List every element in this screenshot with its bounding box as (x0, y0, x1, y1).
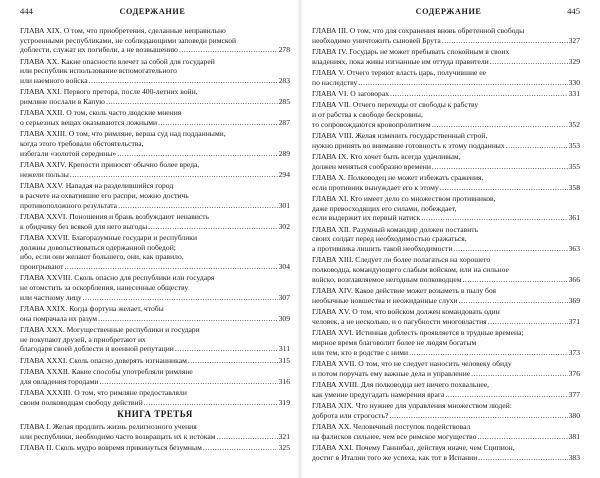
toc-entry-text: ГЛАВА XXIX. Когда фортуна желает, чтобы (20, 303, 164, 313)
leader-dots (144, 398, 278, 408)
toc-entry-text: ГЛАВА XXVI. Поношения и брань возбуждают ненависть (20, 211, 210, 221)
toc-entry (312, 359, 580, 378)
toc-entry-text: избегали «золотой середины» (20, 148, 117, 158)
toc-entry-text: ГЛАВА I. Желая продлить жизнь религиозного учения (20, 422, 197, 432)
toc-entry-text: и от рабства к свободе бескровны, (312, 110, 423, 119)
leader-dots (409, 348, 568, 358)
toc-entry-text: или тем, кто в родстве с ними (312, 347, 409, 357)
leader-dots (203, 443, 278, 453)
toc-entry (20, 304, 290, 323)
toc-entry-text: достиг в Италии того же успеха, как тот в Испании (312, 452, 478, 462)
toc-entry-text: ГЛАВА XXX. Могущественные республики и государи (20, 324, 200, 334)
toc-entry (20, 388, 290, 407)
toc-entry (312, 255, 580, 284)
toc-entry-text: нежели пользы (20, 169, 69, 179)
toc-entry-page-number: 361 (568, 213, 580, 223)
toc-entry (312, 173, 580, 192)
leader-dots (117, 149, 277, 159)
toc-entry-text: ГЛАВА IV. Государь не может пребывать спокойным в своих (312, 47, 510, 56)
leader-dots (490, 57, 568, 67)
toc-entry-text: на фалисков сильнее, чем все римское могущество (312, 431, 477, 441)
toc-entry-text: ГЛАВА IX. Кто хочет быть всегда удачливым, (312, 152, 461, 161)
toc-entry-text: доброта или строгость? (312, 410, 389, 420)
toc-entry-page-number: 302 (278, 221, 290, 231)
toc-entry-text: если противник вынуждает его к этому (312, 182, 439, 192)
toc-entry-text: или республик использование вспомогательного (20, 66, 177, 76)
toc-entry-page-number: 369 (568, 295, 580, 305)
leader-dots (89, 76, 278, 86)
right-running-head (312, 6, 580, 20)
toc-entry-page-number: 301 (278, 200, 290, 210)
toc-entry-page-number: 380 (568, 410, 580, 420)
toc-entry-text: ГЛАВА XIX. О том, что приобретения, сделанные неправильно (20, 26, 226, 35)
toc-entry (312, 422, 580, 441)
toc-entry (20, 26, 290, 55)
toc-entry-text: ГЛАВА XI. Кто имеет дело со множеством противников, (312, 194, 496, 203)
toc-entry-page-number: 319 (278, 397, 290, 407)
toc-entry-page-number: 289 (278, 148, 290, 158)
leader-dots (477, 432, 567, 442)
leader-dots (188, 356, 278, 366)
toc-entry-text: ГЛАВА XXXI. Сколь опасно доверять изгнанникам (20, 355, 187, 365)
toc-entry-text: необычные новшества и неожиданные слухи (312, 295, 458, 305)
left-page-number: 444 (20, 6, 33, 16)
toc-entry (312, 131, 580, 150)
toc-entry-page-number: 316 (278, 376, 290, 386)
toc-entry (312, 194, 580, 223)
toc-entry-text: ГЛАВА VII. Отчего переходы от свободы к рабству (312, 100, 479, 110)
toc-entry-text: своих солдат перед необходимостью сражаться, (312, 234, 467, 244)
toc-entry-text: или республики, необходимо часто возвращать их к истокам (20, 432, 216, 442)
toc-entry-text: ГЛАВА XII. Разумный командир должен поставить (312, 224, 479, 234)
toc-entry-text: римляне послали в Капую (20, 97, 105, 107)
toc-entry-page-number: 353 (568, 140, 580, 150)
toc-entry-text: владениях, пока живы изгнанные им оттуда правители (312, 56, 489, 66)
leader-dots (445, 390, 567, 400)
leader-dots (64, 262, 277, 272)
leader-dots (432, 120, 568, 130)
leader-dots (463, 275, 568, 285)
leader-dots (471, 369, 567, 379)
toc-entry (312, 286, 580, 305)
toc-entry-page-number: 330 (568, 77, 580, 87)
toc-entry (20, 212, 290, 231)
toc-entry-page-number: 363 (568, 244, 580, 254)
toc-entry-text: как умение предугадать намерения врага (312, 389, 445, 399)
toc-entry-text: ГЛАВА XXIII. О том, что римляне, вершa суд над подданными, (20, 129, 226, 139)
toc-entry-page-number: 311 (278, 344, 290, 354)
toc-entry-text: ГЛАВА XIII. Следует ли более полагаться на хорошего (312, 255, 491, 265)
left-running-head (20, 6, 290, 20)
toc-entry-page-number: 383 (568, 452, 580, 462)
book-three-heading: КНИГА ТРЕТЬЯ (117, 409, 193, 420)
toc-entry-page-number: 304 (278, 261, 290, 271)
toc-entry-text: проигрывают (20, 261, 64, 271)
toc-entry (312, 401, 580, 420)
toc-entry-text: то сопровождаются кровопролитием (312, 119, 431, 129)
toc-entry-text: устроенными республиками, не соблюдающими заповеди римской (20, 35, 237, 45)
toc-entry (312, 89, 580, 99)
toc-entry-text: не отомстить за оскорбления, нанесенные обществу (20, 282, 189, 292)
toc-entry (20, 422, 290, 441)
toc-entry-text: ГЛАВА XX. Человечный поступок подействовал (312, 421, 471, 431)
leader-dots (175, 344, 278, 354)
toc-entry (20, 325, 290, 354)
toc-entry-page-number: 377 (568, 389, 580, 399)
toc-entry-text: ГЛАВА XXVIII. Сколь опасно для республики или государя (20, 273, 215, 283)
left-toc-list (20, 26, 290, 407)
toc-entry-text: ГЛАВА XXI. Первого претора, после 400-летних войн, (20, 87, 198, 97)
toc-entry-text: для овладения городами (20, 376, 99, 386)
toc-entry-text: ГЛАВА VIII. Желая изменить государственный строй, (312, 131, 488, 140)
leader-dots (118, 201, 278, 211)
right-header-title: СОДЕРЖАНИЕ (415, 7, 482, 16)
toc-entry-text: полководца, командующего слабым войском, или на сильное (312, 265, 509, 275)
toc-entry-text: должны довольствоваться одержанной победой; (20, 242, 176, 252)
toc-entry (312, 307, 580, 326)
toc-entry-text: ГЛАВА V. Отчего теряют власть царь, получившие ее (312, 68, 487, 77)
toc-entry (312, 26, 580, 45)
toc-entry-page-number: 307 (278, 292, 290, 302)
leader-dots (70, 170, 278, 180)
leader-dots (440, 183, 568, 193)
toc-entry (20, 160, 290, 179)
toc-entry-text: в расчете на охватившие его распри, можно достичь (20, 190, 189, 200)
toc-entry-page-number: 283 (278, 76, 290, 86)
toc-entry (20, 57, 290, 86)
toc-entry-page-number: 331 (568, 89, 580, 98)
toc-entry-text: должен меняться сообразно времени (312, 161, 431, 171)
toc-entry-text: и потом поручать ему важные дела и управление (312, 368, 471, 378)
toc-entry (312, 152, 580, 171)
leader-dots (179, 45, 278, 55)
leader-dots (98, 314, 278, 324)
toc-entry-text: благодаря своей доблести и военной репутации (20, 344, 174, 354)
toc-entry-text: необходимо уничтожить сыновей Брута (312, 35, 441, 45)
leader-dots (390, 89, 568, 99)
leader-dots (358, 78, 567, 88)
toc-entry (20, 87, 290, 106)
toc-entry (312, 225, 580, 254)
toc-entry-text: ибо, если они желают большего, они, как правило, (20, 252, 184, 262)
toc-entry-page-number: 329 (568, 56, 580, 66)
toc-entry-text: ГЛАВА VI. О заговорах (312, 89, 390, 98)
toc-entry-page-number: 355 (568, 161, 580, 171)
toc-entry (20, 181, 290, 210)
toc-entry-text: ГЛАВА II. Сколь мудро вовремя прикинуться безумным (20, 443, 202, 453)
toc-entry-text: не покупают друзей, а приобретают их (20, 334, 146, 344)
right-page-number: 445 (567, 6, 580, 16)
toc-entry-text: если выдержит их первый натиск (312, 213, 421, 223)
toc-entry-text: ГЛАВА XXV. Нападая на разделившийся город (20, 181, 174, 191)
toc-entry-page-number: 327 (568, 35, 580, 45)
toc-entry-text: ГЛАВА XVI. Истинная доблесть проявляется в трудные времена; (312, 328, 524, 338)
leader-dots (478, 453, 567, 463)
toc-entry (312, 68, 580, 87)
leader-dots (389, 411, 567, 421)
toc-entry-text: ГЛАВА X. Полководец не может избежать сражения, (312, 173, 484, 182)
toc-entry-page-number: 352 (568, 119, 580, 129)
toc-entry (20, 273, 290, 302)
leader-dots (459, 296, 568, 306)
toc-entry-text: ГЛАВА XVII. О том, что не следует наносить человеку обиду (312, 358, 512, 368)
toc-entry-text: к обидчику без всякой для него выгоды (20, 221, 148, 231)
toc-entry-text: о серьезных вещах оказываются ложными (20, 118, 158, 128)
toc-entry-text: ГЛАВА XIX. Что нужнее для управления множеством людей: (312, 400, 512, 410)
leader-dots (217, 432, 278, 442)
toc-entry-text: мирное время благоволит более не людям богатым (312, 337, 477, 347)
toc-entry (20, 129, 290, 158)
leader-dots (432, 162, 568, 172)
toc-entry-text: по наследству (312, 77, 358, 87)
toc-entry-text: доблести, служат их погибели, а не возвышению (20, 45, 178, 55)
toc-entry-text: даже превосходящих его силами, побеждает, (312, 203, 457, 213)
toc-entry-text: ГЛАВА III. О том, что для сохранения вновь обретенной свободы (312, 26, 525, 35)
toc-entry-page-number: 373 (568, 347, 580, 357)
toc-entry-text: нужно принять во внимание готовность к этому подданных (312, 140, 505, 150)
toc-entry-page-number: 376 (568, 368, 580, 378)
toc-entry-text: ГЛАВА XVIII. Для полководца нет ничего похвальнее, (312, 379, 490, 389)
leader-dots (99, 377, 277, 387)
toc-entry-text: ГЛАВА XXVII. Благоразумные государи и республики (20, 232, 198, 242)
toc-entry-text: своим полководцам свободу действий (20, 397, 143, 407)
toc-entry-page-number: 278 (278, 45, 290, 55)
toc-entry (20, 367, 290, 386)
toc-entry-text: противоположного результата (20, 200, 118, 210)
leader-dots (421, 213, 567, 223)
leader-dots (442, 36, 568, 46)
toc-entry (312, 328, 580, 357)
toc-entry-text: ГЛАВА XXII. О том, сколь часто людские мнения (20, 108, 182, 118)
toc-entry-text: ГЛАВА XIV. Какое действие может возыметь в пылу боя (312, 286, 497, 296)
leader-dots (83, 293, 278, 303)
left-header-title: СОДЕРЖАНИЕ (119, 7, 186, 16)
toc-entry (312, 380, 580, 399)
right-toc-list (312, 26, 580, 462)
toc-entry-page-number: 325 (278, 443, 290, 453)
toc-entry-text: ГЛАВА XV. О том, что войском должен командовать один (312, 307, 500, 317)
toc-entry-text: ГЛАВА XXXIII. О том, что римляне предоставляли (20, 387, 187, 397)
toc-entry-text: ГЛАВА XXI. Почему Ганнибал, действуя иначе, чем Сципион, (312, 442, 515, 452)
toc-entry-page-number: 381 (568, 431, 580, 441)
toc-entry (312, 47, 580, 66)
toc-entry-page-number: 287 (278, 118, 290, 128)
leader-dots (106, 97, 278, 107)
toc-entry-text: когда этого требовали обстоятельства, (20, 139, 144, 149)
leader-dots (488, 317, 568, 327)
toc-entry (20, 443, 290, 453)
left-toc-list-book-three (20, 422, 290, 453)
leader-dots (158, 118, 278, 128)
toc-entry-text: а противника лишить такой необходимости (312, 244, 453, 254)
toc-entry-text: ГЛАВА XXXII. Какие способы употребляли римляне (20, 366, 193, 376)
toc-entry-text: войско, возглавляемое негодным полководцем (312, 274, 462, 284)
toc-entry (20, 233, 290, 272)
toc-entry-page-number: 366 (568, 274, 580, 284)
toc-entry (20, 356, 290, 366)
toc-entry (312, 100, 580, 129)
toc-entry-page-number: 371 (568, 316, 580, 326)
toc-entry-page-number: 315 (278, 355, 290, 365)
toc-entry (312, 443, 580, 462)
toc-entry-page-number: 309 (278, 313, 290, 323)
toc-entry-page-number: 294 (278, 169, 290, 179)
toc-entry-text: или частному лицу (20, 292, 82, 302)
toc-entry (20, 108, 290, 127)
toc-entry-page-number: 285 (278, 97, 290, 107)
toc-entry-text: человек, а не несколько, и о пагубности многовластия (312, 316, 487, 326)
leader-dots (453, 244, 567, 254)
toc-entry-text: ГЛАВА XX. Какие опасности влечет за собой для государей (20, 56, 215, 66)
leader-dots (506, 141, 568, 151)
toc-entry-text: она помрачала их разум (20, 313, 98, 323)
leader-dots (148, 222, 277, 232)
toc-entry-page-number: 358 (568, 182, 580, 192)
toc-entry-page-number: 321 (278, 432, 290, 442)
toc-entry-text: ГЛАВА XXIV. Крепости приносят обычно более вреда, (20, 160, 200, 170)
right-page (300, 0, 600, 478)
toc-entry-text: или наемного войска (20, 76, 88, 86)
